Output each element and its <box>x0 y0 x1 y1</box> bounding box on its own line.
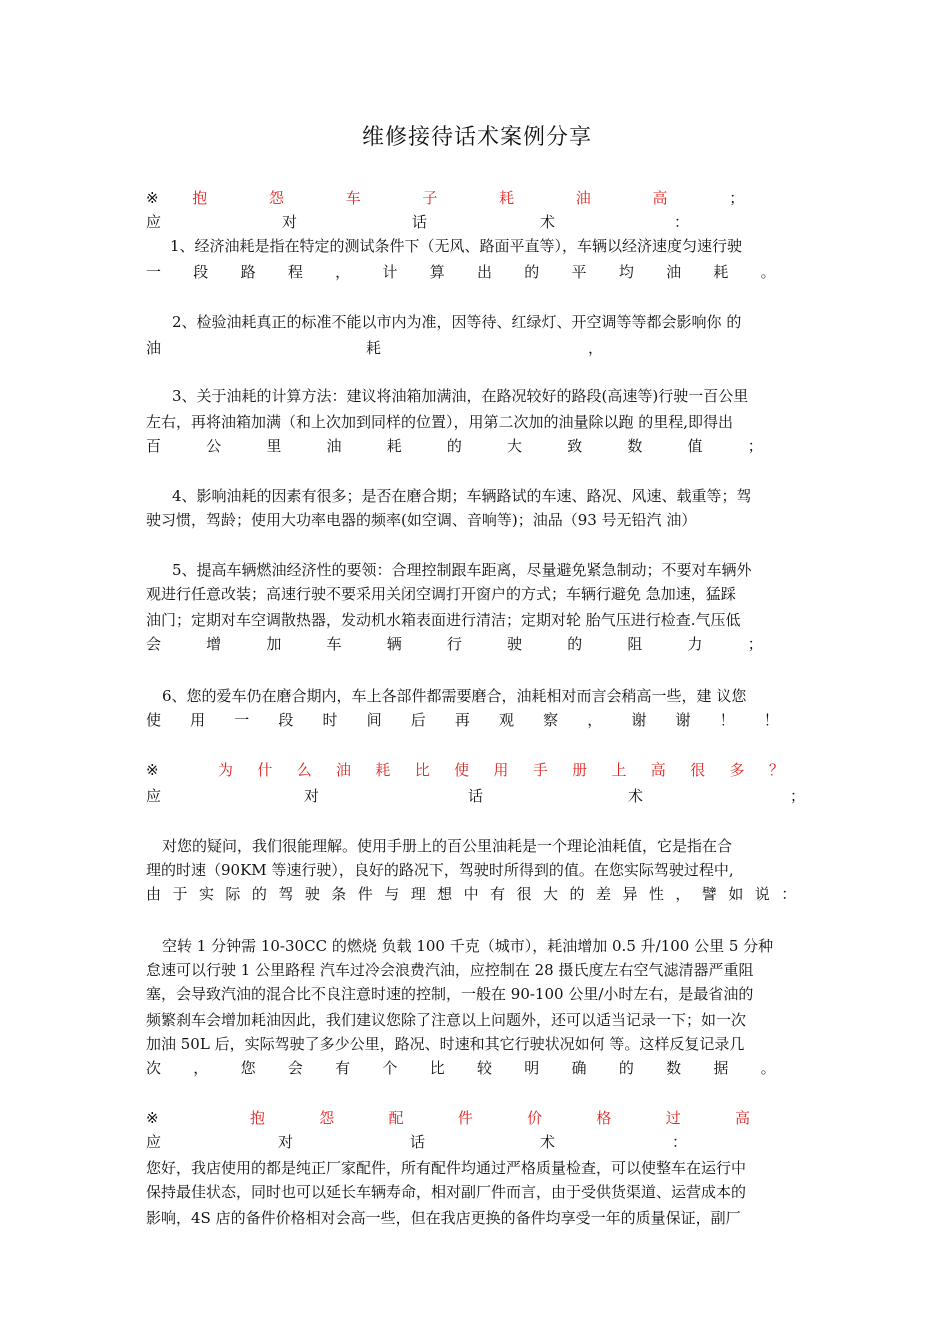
paragraph-line: 怠速可以行驶 1 公里路程 汽车过冷会浪费汽油，应控制在 28 摄氏度左右空气滤清器严重阻 <box>146 961 754 979</box>
paragraph-line: 驶习惯，驾龄；使用大功率电器的频率(如空调、音响等)；油品（93 号无铅汽 油） <box>146 511 697 529</box>
paragraph-line: 对您的疑问，我们很能理解。使用手册上的百公里油耗是一个理论油耗值，它是指在合 <box>162 837 733 855</box>
reference-mark: ※ <box>146 761 159 779</box>
document-title: 维修接待话术案例分享 <box>361 125 592 150</box>
paragraph-line: 保持最佳状态，同时也可以延长车辆寿命，相对副厂件而言，由于受供货渠道、运营成本的 <box>146 1183 747 1201</box>
paragraph-line: 油门；定期对车空调散热器，发动机水箱表面进行清洁；定期对轮 胎气压进行检查.气压低 <box>146 611 741 629</box>
paragraph-line: 加油 50L 后，实际驾驶了多少公里，路况、时速和其它行驶状况如何 等。这样反复记录几 <box>146 1035 745 1053</box>
paragraph-line: 百 公 里 油 耗 的 大 致 数 值 ； <box>146 437 763 455</box>
paragraph-line: 观进行任意改装；高速行驶不要采用关闭空调打开窗户的方式；车辆行避免 急加速，猛踩 <box>146 585 736 603</box>
section-heading <box>146 186 808 210</box>
paragraph-line: 左右，再将油箱加满（和上次加到同样的位置），用第二次加的油量除以跑 的里程,即得出 <box>146 413 734 431</box>
paragraph-line: 6、您的爱车仍在磨合期内，车上各部件都需要磨合，油耗相对而言会稍高一些，建 议您 <box>162 687 747 705</box>
paragraph-line: 次 ， 您 会 有 个 比 较 明 确 的 数 据 。 <box>146 1059 776 1077</box>
reference-mark: ※ <box>146 189 159 207</box>
paragraph-line: 油 耗 ， <box>146 339 604 357</box>
heading-text: 抱 怨 配 件 价 格 过 高 <box>250 1109 750 1127</box>
paragraph-line: 频繁刹车会增加耗油因此，我们建议您除了注意以上问题外，还可以适当记录一下；如一次 <box>146 1011 747 1029</box>
paragraph-line: 您好，我店使用的都是纯正厂家配件，所有配件均通过严格质量检查，可以使整车在运行中 <box>146 1159 747 1177</box>
paragraph-line: 空转 1 分钟需 10-30CC 的燃烧 负载 100 千克（城市），耗油增加 0.5 升/100 公里 5 分种 <box>162 937 774 955</box>
paragraph-line: 会 增 加 车 辆 行 驶 的 阻 力 ； <box>146 635 763 653</box>
paragraph-line: 1、经济油耗是指在特定的测试条件下（无风、路面平直等），车辆以经济速度匀速行驶 <box>170 237 743 255</box>
section-heading <box>146 1106 808 1130</box>
paragraph-line: 4、影响油耗的因素有很多；是否在磨合期；车辆路试的车速、路况、风速、载重等；驾 <box>172 487 752 505</box>
paragraph-line: 影响，4S 店的备件价格相对会高一些，但在我店更换的备件均享受一年的质量保证，副厂 <box>146 1209 741 1227</box>
paragraph-line: 5、提高车辆燃油经济性的要领：合理控制跟车距离，尽量避免紧急制动；不要对车辆外 <box>172 561 752 579</box>
paragraph-line: 使 用 一 段 时 间 后 再 观 察 ， 谢 谢 ！ ！ <box>146 711 779 729</box>
reference-mark: ※ <box>146 1109 159 1127</box>
paragraph-line: 塞，会导致汽油的混合比不良注意时速的控制，一般在 90-100 公里/小时左右，是最省油的 <box>146 985 754 1003</box>
reply-label: 应 对 话 术 ； <box>146 787 806 805</box>
reply-label: 应 对 话 术 ： <box>146 213 690 231</box>
paragraph-line: 由 于 实 际 的 驾 驶 条 件 与 理 想 中 有 很 大 的 差 异 性 ， 譬 如 说 ： <box>146 885 797 903</box>
section-heading <box>146 758 808 782</box>
heading-text: 为 什 么 油 耗 比 使 用 手 册 上 高 很 多 ？ <box>218 761 784 779</box>
reply-label: 应 对 话 术 ： <box>146 1133 688 1151</box>
paragraph-line: 理的时速（90KM 等速行驶），良好的路况下，驾驶时所得到的值。在您实际驾驶过程中, <box>146 861 734 879</box>
paragraph-line: 3、关于油耗的计算方法：建议将油箱加满油，在路况较好的路段(高速等)行驶一百公里 <box>172 387 749 405</box>
paragraph-line: 2、检验油耗真正的标准不能以市内为准，因等待、红绿灯、开空调等等都会影响你 的 <box>172 313 742 331</box>
heading-text: 抱 怨 车 子 耗 油 高 ； <box>192 189 745 207</box>
paragraph-line: 一 段 路 程 ， 计 算 出 的 平 均 油 耗 。 <box>146 263 776 281</box>
